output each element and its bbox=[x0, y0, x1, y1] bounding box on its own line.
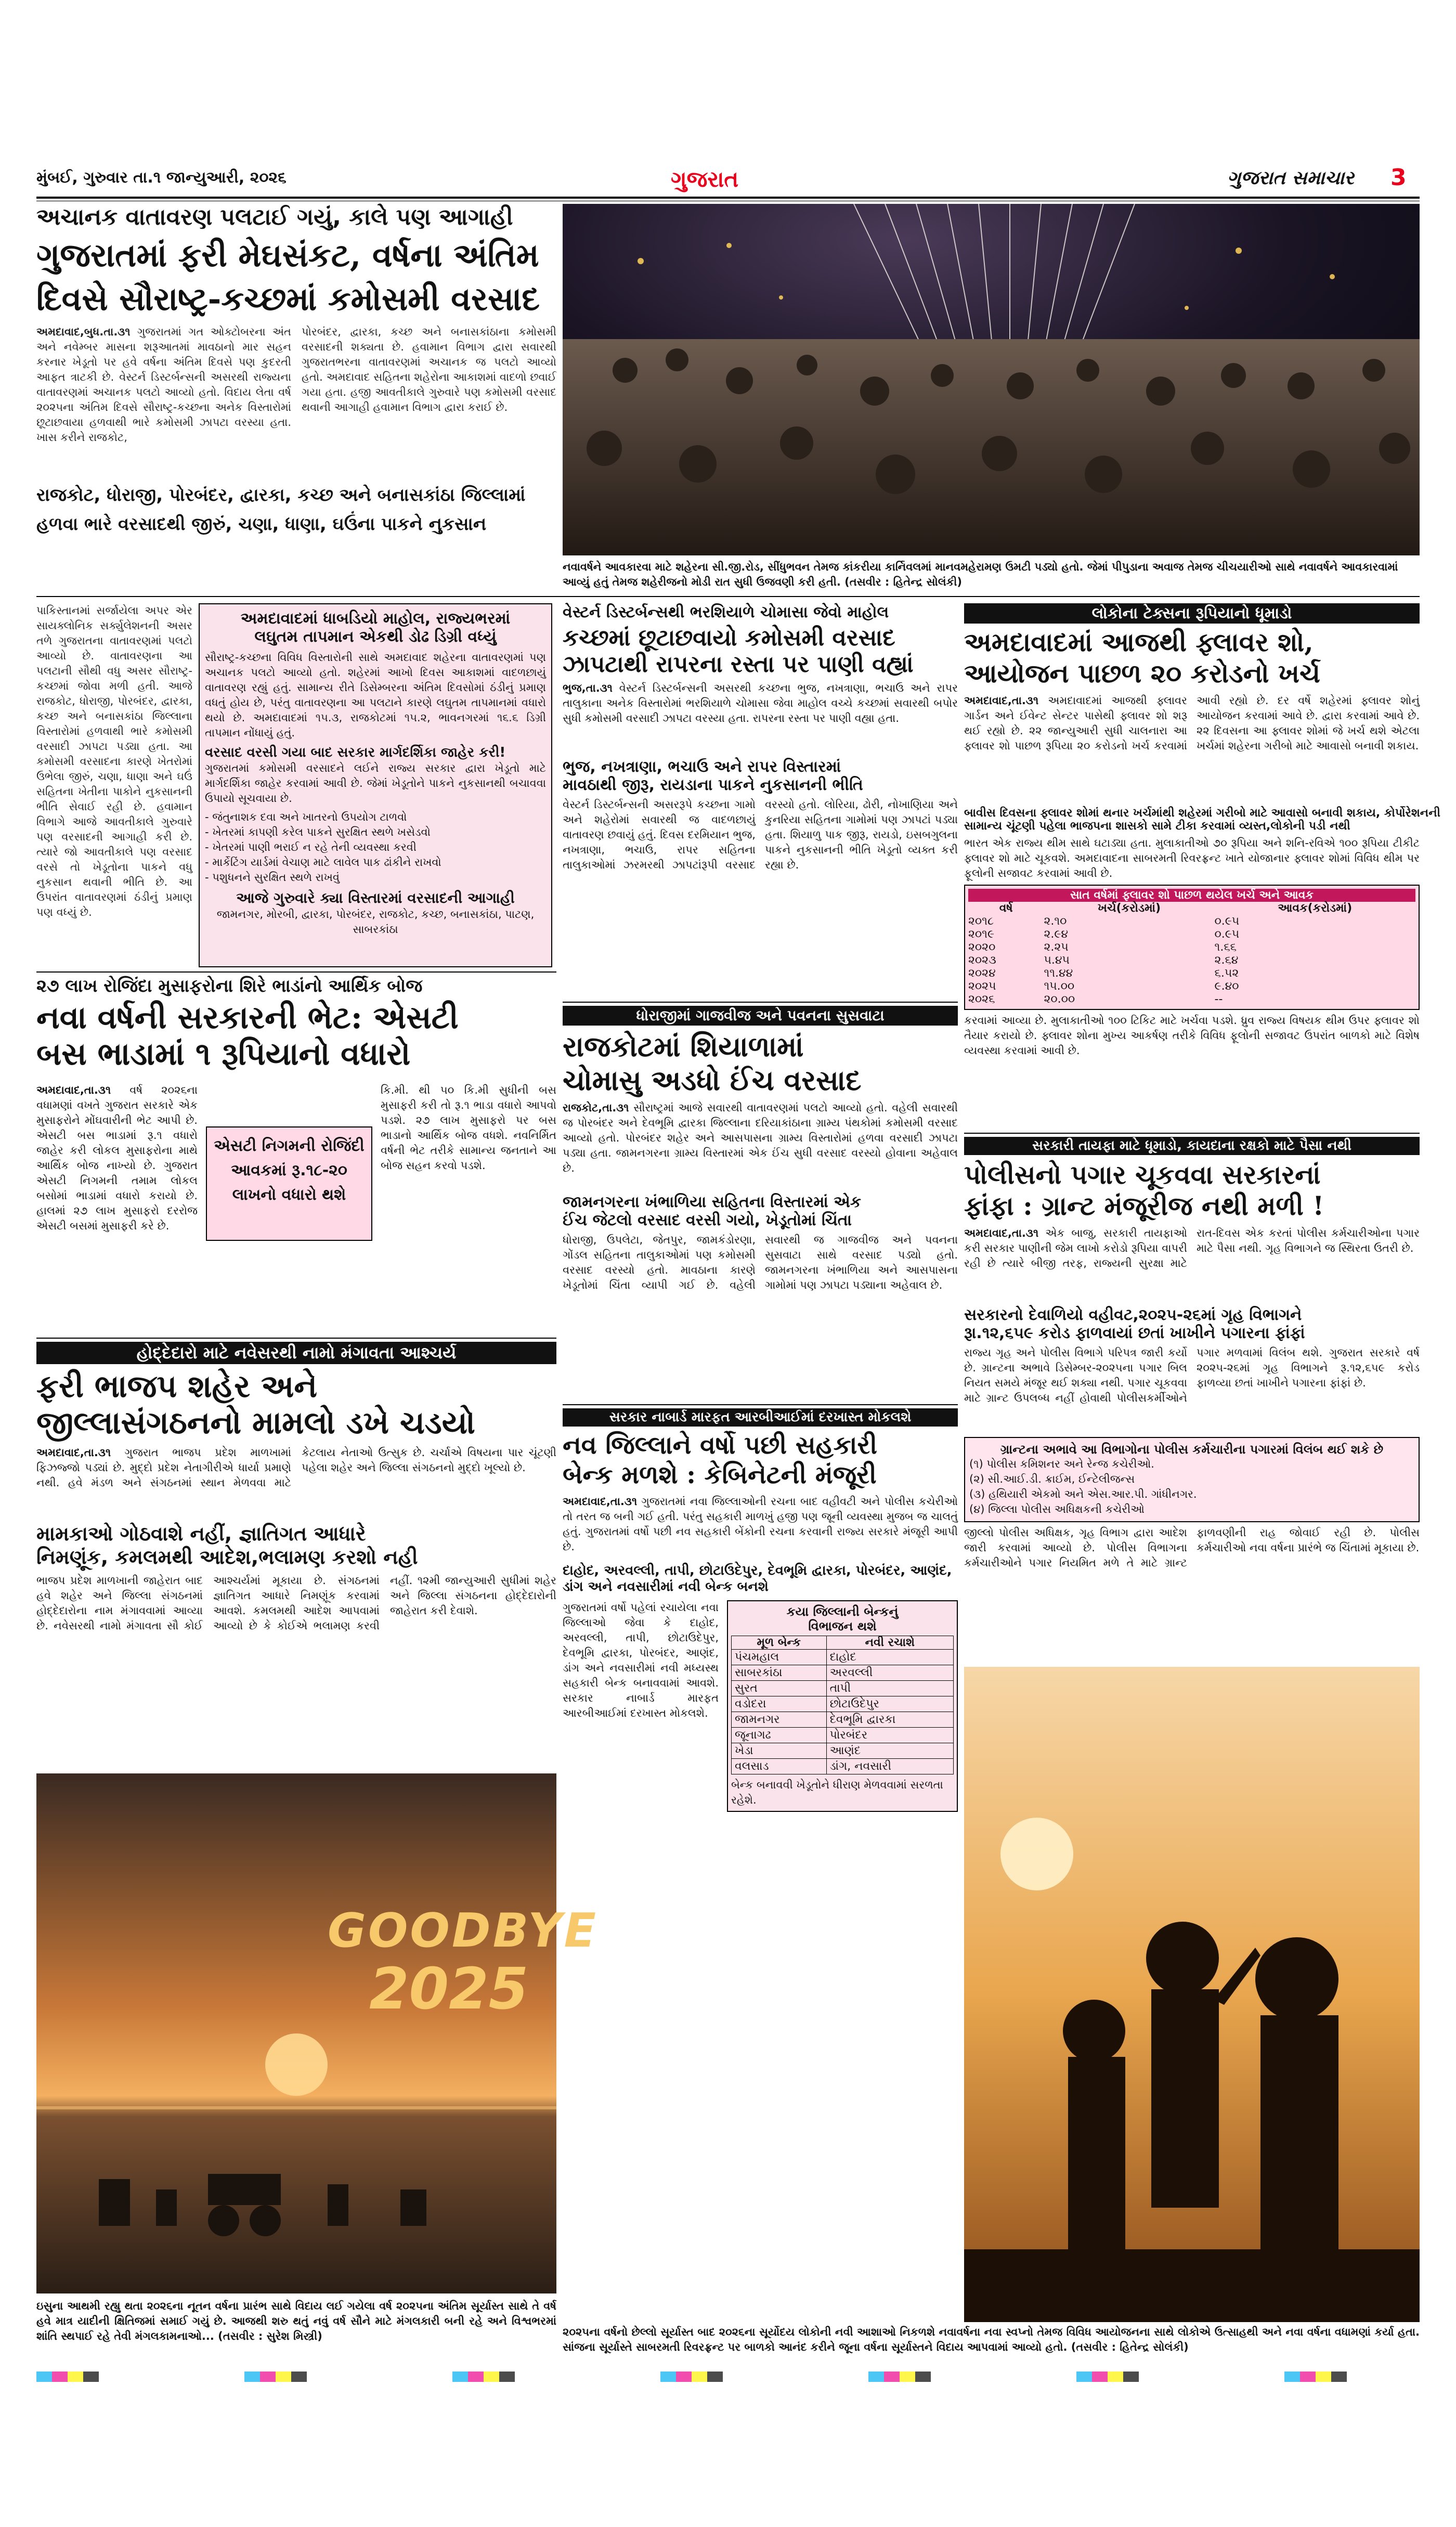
goodbye-overlay-line-2: 2025 bbox=[369, 1955, 529, 2022]
story-text: ગુજરાતમાં ગત ઓક્ટોબરના અંત અને નવેમ્બર માસના શરૂઆતમાં માવઠાનો માર સહન કરનાર ખેડૂતો પર હવે વર્ષના અંતિમ દિવસે પણ કુદરતી આફત ત્રાટકી છે. વેસ્ટર્ન ડિસ્ટર્બન્સની અસરથી રાજ્યના વાતાવરણમાં અચાનક પલટો આવ્યો હતો. વિદાય લેતા વર્ષ ૨૦૨૫ના અંતિમ દિવસે સૌરાષ્ટ્ર-કચ્છના અનેક વિસ્તારોમાં છૂટાછવાયા હળવાથી ભારે કમોસમી ઝાપટા વરસ્યા હતા. ખાસ કરીને રાજકોટ, bbox=[36, 326, 291, 444]
kicker: સરકાર નાબાર્ડ મારફત આરબીઆઈમાં દરખાસ્ત મોકલશે bbox=[563, 1408, 958, 1427]
story-text: વેસ્ટર્ન ડિસ્ટર્બન્સની અસરથી કચ્છના ભુજ, નખત્રાણા, ભચાઉ અને રાપર તાલુકાના અનેક વિસ્તારોમાં ભરશિયાળે ચોમાસા જેવા માહોલ વચ્ચે કચ્છમાં સવારથી બપોર સુધી કમોસમી વરસાદી ઝાપટા વરસ્યા હતા. રાપરના રસ્તા પર પાણી વહ્યા હતા. bbox=[563, 682, 958, 724]
guideline-item: - માર્કેટિંગ યાર્ડમાં વેચાણ માટે લાવેલ પાક ઢાંકીને રાખવો bbox=[205, 856, 441, 869]
story-body bbox=[36, 1083, 198, 1332]
st-revenue-box bbox=[206, 1126, 372, 1241]
story-text: સૌરાષ્ટ્રમાં આજે સવારથી વાતાવરણમાં પલટો આવ્યો હતો. વહેલી સવારથી જ પોરબંદર અને દેવભૂમિ દ્વારકા જિલ્લાના દરિયાકાંઠાના ગ્રામ્ય પંથકોમાં કમોસમી વરસાદ આવ્યો હતો. પોરબંદર શહેર અને આસપાસના ગ્રામ્ય વિસ્તારોમાં હળવા વરસાદી ઝાપટા પડ્યા હતા. જામનગરના ગ્રામ્ય વિસ્તારમાં એક ઈંચ સુધી વરસાદ વરસ્યો હોવાના અહેવાલ છે. bbox=[563, 1101, 958, 1174]
cell: તાપી bbox=[826, 1681, 953, 1696]
guideline-item: - પશુધનને સુરક્ષિત સ્થળે રાખવું bbox=[205, 871, 340, 884]
table-title: સાત વર્ષમાં ફ્લાવર શો પાછળ થયેલ ખર્ચ અને આવક bbox=[968, 889, 1415, 902]
cell: દાહોદ bbox=[826, 1650, 953, 1665]
cell: ૧૧.૪૪ bbox=[1044, 967, 1073, 980]
cell: પોરબંદર bbox=[826, 1728, 953, 1743]
cell: ૨૦૨૪ bbox=[968, 967, 996, 980]
story-dateline: અમદાવાદ,તા.૩૧ bbox=[36, 1446, 111, 1459]
cell: જામનગર bbox=[732, 1712, 827, 1728]
headline-2: બેન્ક મળશે : કેબિનેટની મંજૂરી bbox=[563, 1460, 877, 1489]
story-dateline: અમદાવાદ,તા.૩૧ bbox=[964, 1227, 1039, 1239]
col-new-bank: નવી રચાશે bbox=[826, 1636, 953, 1650]
cell: અરવલ્લી bbox=[826, 1665, 953, 1681]
sunset-beach-image bbox=[36, 1773, 556, 2293]
print-registration-marks bbox=[36, 2372, 1420, 2382]
subhead-2: ઈંચ જેટલો વરસાદ વરસી ગયો, ખેડૂતોમાં ચિંતા bbox=[563, 1211, 852, 1229]
table-title-2: વિભાજન થશે bbox=[808, 1619, 877, 1634]
bank-bottom bbox=[563, 1600, 958, 1912]
story-dateline: રાજકોટ,તા.૩૧ bbox=[563, 1101, 629, 1114]
paper-name: ગુજરાત સમાચાર bbox=[1227, 167, 1354, 189]
story-body-2: ગુજરાતમાં વર્ષો પહેલાં રચાયેલા નવા જિલ્લાઓ જેવા કે દાહોદ, અરવલ્લી, તાપી, છોટાઉદેપુર, દેવભૂમિ દ્વારકા, પોરબંદર, આણંદ, ડાંગ અને નવસારીમાં નવી મધ્યસ્થ સહકારી બેન્ક બનાવવામાં આવશે. સરકાર નાબાર્ડ મારફત આરબીઆઈમાં દરખાસ્ત મોકલશે. bbox=[563, 1601, 719, 1719]
story-flower-show bbox=[964, 603, 1440, 1129]
headline-2: જીલ્લાસંગઠનનો મામલો ડખે ચડયો bbox=[36, 1405, 475, 1441]
box-title: ગ્રાન્ટના અભાવે આ વિભાગોના પોલીસ કર્મચારીના પગારમાં વિલંબ થઈ શકે છે bbox=[1000, 1442, 1384, 1457]
rule-st-bus bbox=[36, 971, 556, 973]
masthead bbox=[36, 166, 1420, 196]
cell: પંચમહાલ bbox=[732, 1650, 827, 1665]
subhead-2: માવઠાથી જીરૂ, રાયડાના પાકને નુકસાનની ભીતિ bbox=[563, 776, 863, 794]
story-dateline: અમદાવાદ,તા.૩૧ bbox=[36, 1084, 111, 1096]
subhead-1: સરકારનો દેવાળિયો વહીવટ,૨૦૨૫-૨૬માં ગૃહ વિભાગને bbox=[964, 1306, 1302, 1324]
cell: ૨૦.૦૦ bbox=[1044, 993, 1075, 1006]
districts-line: દાહોદ, અરવલ્લી, તાપી, છોટાઉદેપુર, દેવભૂમિ દ્વારકા, પોરબંદર, આણંદ, ડાંગ અને નવસારીમાં નવી બેન્ક બનશે bbox=[563, 1563, 952, 1595]
kicker: ધોરાજીમાં ગાજવીજ અને પવનના સુસવાટા bbox=[563, 1006, 958, 1026]
heat-box-title-2: લઘુતમ તાપમાન એકથી ડોઢ ડિગ્રી વધ્યું bbox=[254, 628, 497, 646]
cell: ૦.૯૫ bbox=[1214, 928, 1240, 941]
story-body-left bbox=[36, 325, 291, 481]
story-st-bus bbox=[36, 976, 556, 1334]
guideline-item: - જંતુનાશક દવા અને ખાતરનો ઉપયોગ ટાળવો bbox=[205, 811, 407, 823]
table-row bbox=[968, 967, 1415, 980]
story-body bbox=[563, 1494, 958, 1560]
headline-1: નવ જિલ્લાને વર્ષો પછી સહકારી bbox=[563, 1431, 877, 1460]
table-row bbox=[968, 928, 1415, 941]
table-row bbox=[732, 1650, 954, 1665]
table-row bbox=[732, 1696, 954, 1712]
story-body bbox=[563, 1100, 958, 1190]
heat-box-title-1: અમદાવાદમાં ધાબડિયો માહોલ, રાજ્યભરમાં bbox=[240, 610, 511, 628]
story-text: ગુજરાત ભાજપ પ્રદેશ માળખામાં ફિઝજ્જો પડ્યાં છે. મુદ્દો પ્રદેશ નેતાગીરીએ ધાર્યા પ્રમાણે નથી. હવે મંડળ અને સંગઠનમાં સ્થાન મેળવવા માટે કેટલાય નેતાઓ ઉત્સુક છે. ચર્ચાએ વિષયના પાર ચૂંટણી પહેલા શહેર અને જિલ્લા સંગઠનનો મુદ્દો ખૂલ્યો છે. bbox=[36, 1446, 556, 1489]
page-number: 3 bbox=[1390, 164, 1407, 191]
sunset-photo-caption: ઇસુના આથમી રહ્યુ થતા ૨૦૨૬ના નૂતન વર્ષના પ્રારંભ સાથે વિદાય લઈ ગયેલા વર્ષ ૨૦૨૫ના અંતિમ સૂર્યાસ્ત સાથે તે વર્ષ હવે માત્ર યાદીની ક્ષિતિજમાં સમાઈ ગયું છે. આજથી શરુ થતું નવું વર્ષ સૌને માટે મંગલકારી બની રહે અને વિશ્વભરમાં શાંતિ સ્થપાઈ રહે તેવી મંગલકામનાઓ... (તસવીર : સુરેશ મિસ્ત્રી) bbox=[36, 2300, 556, 2342]
cell: ૨૦૨૫ bbox=[968, 980, 996, 993]
story-body-2: ભારત એક રાજ્ય થીમ સાથે ઘટાડ્યા હતા. મુલાકાતીઓ ૭૦ રૂપિયા અને શનિ-રવિએ ૧૦૦ રૂપિયા ટીકીટ ફ્લાવર શો માટે ચૂકવશે. અમદાવાદના સાબરમતી રિવરફ્રન્ટ ખાતે યોજાનાર ફ્લાવર શોમાં વિવિધ થીમ પર ફૂલોની સજાવટ કરવામાં આવી છે. bbox=[964, 837, 1420, 879]
sunset-photo bbox=[36, 1773, 598, 2293]
kicker: લોકોના ટેક્સના રૂપિયાનો ધૂમાડો bbox=[964, 603, 1420, 624]
box-item: (૪) જિલ્લા પોલીસ અધિક્ષકની કચેરીઓ bbox=[969, 1503, 1145, 1515]
story-body-3: કરવામાં આવ્યા છે. મુલાકાતીઓ ૧૦૦ ટિકિટ માટે ખર્ચવા પડશે. ધ્રુવ રાજ્ય વિષયક થીમ ઉપર ફ્લાવર શો તૈયાર કરાયો છે. ફ્લાવર શોના મુખ્ય આકર્ષણ તરીકે વિવિધ ફૂલોની સજાવટ ઉપરાંત બાળકો માટે વિશેષ વ્યવસ્થા કરવામાં આવી છે. bbox=[964, 1014, 1420, 1057]
col-income: આવક(કરોડમાં) bbox=[1278, 902, 1353, 915]
table-header-row bbox=[968, 902, 1415, 915]
col-expense: ખર્ચ(કરોડમાં) bbox=[1097, 902, 1161, 915]
cell: ૦.૯૫ bbox=[1214, 915, 1240, 928]
table-row bbox=[968, 941, 1415, 954]
cell: ૨૦૨૦ bbox=[968, 941, 996, 954]
box-line-1: આવકમાં રૂ.૧૮-૨૦ bbox=[231, 1161, 347, 1180]
table-row bbox=[732, 1712, 954, 1728]
weather-left-column: પાકિસ્તાનમાં સર્જાયેલા અપર એર સાયક્લોનિક સર્ક્યુલેશનની અસર તળે ગુજરાતના વાતાવરણમાં પલટો આવ્યો છે. વાતાવરણના આ પલટાની સૌથી વધુ અસર સૌરાષ્ટ્ર-કચ્છમાં જોવા મળી હતી. આજે રાજકોટ, ધોરાજી, પોરબંદર, દ્વારકા, કચ્છ અને બનાસકાંઠા જિલ્લાના વિસ્તારોમાં હળવાથી ભારે કમોસમી વરસાદી ઝાપટા પડ્યા હતા. આ કમોસમી વરસાદના કારણે ખેતરોમાં ઉભેલા જીરું, ચણા, ધાણા અને ઘઉં સહિતના ખેતીના પાકોને નુકસાનની ભીતિ સેવાઈ રહી છે. હવામાન વિભાગે આજે આવતીકાલે ગુરુવારે પણ વરસાદની આગાહી કરી છે. ત્યારે જો આવતીકાલે પણ વરસાદ વરસે તો ખેડૂતોના પાકને વધુ નુકસાન થવાની ભીતિ છે. આ ઉપરાંત વાતાવરણમાં ઠંડીનું પ્રમાણ પણ વધ્યું છે. bbox=[36, 604, 192, 918]
headline-1: નવા વર્ષની સરકારની ભેટ: એસટી bbox=[36, 1000, 459, 1036]
story-dateline: અમદાવાદ,તા.૩૧ bbox=[563, 1495, 638, 1508]
cell: ૨૦૨૩ bbox=[968, 954, 996, 967]
table-header-row bbox=[732, 1636, 954, 1650]
banner-1: બાવીસ દિવસના ફ્લાવર શોમાં થનાર ખર્ચમાંથી શહેરમાં ગરીબો માટે આવાસો બનાવી શકાય, કોર્પોરેશનની bbox=[964, 807, 1440, 820]
headline-1: અમદાવાદમાં આજથી ફ્લાવર શો, bbox=[964, 627, 1314, 657]
section-title: ગુજરાત bbox=[671, 166, 739, 192]
cell: ૬.૫૨ bbox=[1214, 967, 1239, 980]
box-item: (૧) પોલીસ કમિશનર અને રેન્જ કચેરીઓ. bbox=[969, 1458, 1154, 1470]
cell: ૨.૨૫ bbox=[1044, 941, 1069, 954]
story-body-2: કિ.મી. થી ૫૦ કિ.મી સુધીની બસ મુસાફરી કરી તો રૂ.૧ ભાડા વધારો આપવો પડશે. ૨૭ લાખ મુસાફરો પર બસ ભાડાનો આર્થિક બોજ વધશે. નવનિર્મિત વર્ષની ભેટ તરીકે સામાન્ય જનતાને આ બોજ સહન કરવો પડશે. bbox=[381, 1084, 556, 1172]
cell: આણંદ bbox=[826, 1743, 953, 1759]
box-item: (૨) સી.આઈ.ડી. ક્રાઈમ, ઈન્ટેલીજન્સ bbox=[969, 1473, 1135, 1485]
box-line-2: લાખનો વધારો થશે bbox=[232, 1186, 346, 1204]
cell: ૧૫.૦૦ bbox=[1044, 980, 1075, 993]
box-title: એસટી નિગમની રોજિંદી bbox=[214, 1137, 365, 1155]
story-text: અમદાવાદમાં આજથી ફ્લાવર ગાર્ડન અને ઈવેન્ટ સેન્ટર પાસેથી ફ્લાવર શો શરૂ થઈ રહ્યો છે. ૨૨ જાન્યુઆરી સુધી ચાલનારા આ ફ્લાવર શો પાછળ રૂપિયા ૨૦ કરોડનો ખર્ચ કરવામાં આવી રહ્યો છે. દર વર્ષે શહેરમાં ફ્લાવર શોનું આયોજન કરવામાં આવે છે. દ્વારા કરવામાં આવે છે. ૨૨ દિવસના આ ફ્લાવર શોમાં જે ખર્ચ થશે એટલા ખર્ચમાં શહેરના ગરીબો માટે આવાસો બનાવી શકાય. bbox=[964, 694, 1420, 752]
story-dateline: અમદાવાદ,તા.૩૧ bbox=[964, 694, 1039, 707]
headline-2: ફાંફા : ગ્રાન્ટ મંજૂરીજ નથી મળી ! bbox=[964, 1190, 1324, 1221]
kicker: ૨૭ લાખ રોજિંદા મુસાફરોના શિરે ભાડાંનો આર્થિક બોજ bbox=[36, 976, 423, 996]
cell: ૨૦૨૬ bbox=[968, 993, 995, 1006]
story-dateline: અમદાવાદ,બુધ.તા.૩૧ bbox=[36, 326, 131, 338]
story-body-3: જીલ્લો પોલીસ અધિક્ષક, ગૃહ વિભાગ દ્વારા આદેશ જારી કરવામાં આવ્યો છે. પોલીસ વિભાગના કર્મચારીઓને પગાર નિયમિત મળે તે માટે ગ્રાન્ટ ફાળવણીની રાહ જોવાઈ રહી છે. પોલીસ કર્મચારીઓ નવા વર્ષના પ્રારંભે જ ચિંતામાં મૂકાયા છે. bbox=[964, 1526, 1420, 1569]
headline-2: આયોજન પાછળ ૨૦ કરોડનો ખર્ચ bbox=[964, 658, 1320, 689]
story-body bbox=[964, 1226, 1420, 1303]
table-row bbox=[732, 1728, 954, 1743]
headline-2: દિવસે સૌરાષ્ટ્ર-કચ્છમાં કમોસમી વરસાદ bbox=[36, 280, 540, 318]
kicker: હોદ્દેદારો માટે નવેસરથી નામો મંગાવતા આશ્ચર્ય bbox=[36, 1342, 556, 1364]
cell: ૨.૯૪ bbox=[1044, 928, 1069, 941]
cell: ૨૦૧૮ bbox=[968, 915, 994, 928]
guideline-list bbox=[205, 810, 546, 885]
cell: -- bbox=[1214, 993, 1223, 1006]
goodbye-overlay-line-1: GOODBYE bbox=[328, 1903, 598, 1958]
hero-photo-caption: નવાવર્ષને આવકારવા માટે શહેરના સી.જી.રોડ, સીંધુભવન તેમજ કાંકરીયા કાર્નિવલમાં માનવમહેરામણ ઉમટી પડ્યો હતો. જેમાં પીપુડાના અવાજ તેમજ ચીચયારીઓ સાથે નવાવર્ષને આવકારવામાં આવ્યું હતું તેમજ શહેરીજનો મોડી રાત સુધી ઉજવણી કરી હતી. (તસવીર : હિતેન્દ્ર સોલંકી) bbox=[563, 561, 1398, 588]
headline-1: ફરી ભાજપ શહેર અને bbox=[36, 1368, 318, 1405]
kids-photo-caption: ૨૦૨૫ના વર્ષનો છેલ્લો સૂર્યાસ્ત બાદ ૨૦૨૬ના સૂર્યોદય લોકોની નવી આશાઓ નિકળશે નવાવર્ષના નવા સ્વપ્નો તેમજ વિવિધ આયોજનના સાથે લોકોએ ઉત્સાહથી અને નવા વર્ષના વધામણાં કર્યા હતા. સાંજના સૂર્યાસ્તે સાબરમતી રિવરફ્રન્ટ પર બાળકો આનંદ કરીને જૂના વર્ષના સૂર્યાસ્તને વિદાય આપવામાં આવ્યો હતો. (તસવીર : હિતેન્દ્ર સોલંકી) bbox=[563, 2326, 1420, 2353]
rule-rajkot bbox=[563, 1002, 958, 1003]
headline-2: બસ ભાડામાં ૧ રૂપિયાનો વધારો bbox=[36, 1036, 411, 1072]
story-bjp bbox=[36, 1342, 556, 1768]
story-body-3: બેન્ક બનાવવી ખેડૂતોને ધીરાણ મેળવવામાં સરળતા રહેશે. bbox=[731, 1779, 943, 1806]
story-bank bbox=[563, 1408, 958, 2136]
table-row bbox=[732, 1759, 954, 1774]
story-police bbox=[964, 1137, 1420, 1662]
story-rajkot bbox=[563, 1006, 958, 1401]
story-kutch bbox=[563, 603, 958, 999]
kicker: અચાનક વાતાવરણ પલટાઈ ગયું, કાલે પણ આગાહી bbox=[36, 204, 513, 230]
table-row bbox=[968, 980, 1415, 993]
table-title-1: કયા જિલ્લાની બેન્કનું bbox=[786, 1604, 899, 1619]
headline-1: ગુજરાતમાં ફરી મેઘસંકટ, વર્ષના અંતિમ bbox=[36, 236, 539, 274]
rule-police bbox=[964, 1133, 1420, 1134]
cell: ૯.૪૦ bbox=[1214, 980, 1239, 993]
rule-below-top bbox=[36, 596, 1420, 597]
heat-box-body: સૌરાષ્ટ્ર-કચ્છના વિવિધ વિસ્તારોની સાથે અમદાવાદ શહેરના વાતાવરણમાં પણ અચાનક પલટો આવ્યો હતો. શહેરમાં આખો દિવસ આકાશમાં વાદળછાયું વાતાવરણ રહ્યું હતું. સામાન્ય રીતે ડિસેમ્બરના અંતિમ દિવસોમાં ઠંડીનું પ્રમાણ વધતું હોય છે, પરંતુ વાતાવરણના આ પલટાને કારણે લઘુતમ તાપમાનમાં વધારો થયો છે. અમદાવાદમાં ૧૫.૩, રાજકોટમાં ૧૫.૨, ભાવનગરમાં ૧૬.૬ ડિગ્રી તાપમાન નોંધાયું હતું. bbox=[205, 651, 546, 739]
police-grant-box bbox=[964, 1437, 1420, 1522]
cell: વલસાડ bbox=[732, 1759, 827, 1774]
cell: દેવભૂમિ દ્વારકા bbox=[826, 1712, 953, 1728]
heat-box bbox=[199, 603, 552, 967]
col-year: વર્ષ bbox=[999, 902, 1013, 915]
guideline-item: - ખેતરમાં કાપણી કરેલ પાકને સુરક્ષિત સ્થળે ખસેડવો bbox=[205, 826, 431, 838]
story-body-2: ભાજપ પ્રદેશ માળખાની જાહેરાત બાદ હવે શહેર અને જિલ્લા સંગઠનમાં હોદ્દેદારોના નામ મંગાવવામાં આવ્યા છે. નવેસરથી નામો મંગાવતા સૌ કોઈ આશ્ચર્યમાં મૂકાયા છે. સંગઠનમાં જ્ઞાતિગત આધારે નિમણૂંક કરવામાં આવશે. કમલમથી આદેશ આપવામાં આવ્યો છે કે કોઈએ ભલામણ કરવી નહીં. ૧૨મી જાન્યુઆરી સુધીમાં શહેર અને જિલ્લા સંગઠનના હોદ્દેદારોની જાહેરાત કરી દેવાશે. bbox=[36, 1574, 556, 1632]
story-text: વર્ષ ૨૦૨૬ના વધામણાં વખતે ગુજરાત સરકારે એક મુસાફરોને મોંઘવારીની ભેટ આપી છે. એસટી બસ ભાડામાં રૂ.૧ વધારો જાહેર કરી લોકલ મુસાફરોના માથે આર્થિક બોજ નાખ્યો છે. ગુજરાત એસટી નિગમની તમામ લોકલ બસોમાં ભાડામાં વધારો કરાયો છે. હાલમાં ૨૭ લાખ મુસાફરો દરરોજ એસટી બસમાં મુસાફરી કરે છે. bbox=[36, 1084, 198, 1232]
cell: સુરત bbox=[732, 1681, 827, 1696]
kicker: વેસ્ટર્ન ડિસ્ટર્બન્સથી ભરશિયાળે ચોમાસા જેવો માહોલ bbox=[563, 603, 889, 621]
cell: વડોદરા bbox=[732, 1696, 827, 1712]
cell: ૫.૪૫ bbox=[1044, 954, 1070, 967]
cell: ખેડા bbox=[732, 1743, 827, 1759]
heat-box-alert-body: ગુજરાતમાં કમોસમી વરસાદને લઈને રાજ્ય સરકાર દ્વારા ખેડૂતો માટે માર્ગદર્શિકા જાહેર કરવામાં આવી છે. જેમાં ખેડૂતોને પાકને નુકસાનથી બચાવવા ઉપાયો સૂચવાયા છે. bbox=[205, 762, 546, 805]
subhead-2: નિમણૂંક, કમલમથી આદેશ,ભલામણ કરશો નહી bbox=[36, 1546, 418, 1569]
col-original-bank: મૂળ બેન્ક bbox=[732, 1636, 827, 1650]
story-text: ગુજરાતમાં નવા જિલ્લાઓની રચના બાદ વહીવટી અને પોલીસ કચેરીઓ તો તરત જ બની ગઈ હતી. પરંતુ સહકારી માળખું હજી પણ જૂની વ્યવસ્થા મુજબ જ ચાલતું હતું. ગુજરાતમાં વર્ષો પછી નવ સહકારી બેંકોની રચના કરવાની રાજ્ય સરકારે મંજૂરી આપી છે. bbox=[563, 1495, 958, 1553]
banner-2: સામાન્ય ચૂંટણી પહેલા ભાજપના શાસકો સામે ટીકા કરવામાં વ્યસ્ત,લોકોની પડી નથી bbox=[964, 820, 1350, 833]
table-row bbox=[732, 1681, 954, 1696]
cell: ૨.૬૪ bbox=[1214, 954, 1239, 967]
story-body-2: વેસ્ટર્ન ડિસ્ટર્બન્સની અસરરૂપે કચ્છના ગામો અને શહેરોમાં સવારથી જ વાદળછાયું વાતાવરણ છવાયું હતું. દિવસ દરમિયાન ભુજ, નખત્રાણા, ભચાઉ, રાપર સહિતના તાલુકાઓમાં ઝરમરથી ઝાપટાંરૂપી વરસાદ વરસ્યો હતો. લોરિયા, ઢોરી, નોખાણિયા અને કુનરિયા સહિતના ગામોમાં પણ ઝાપટાં પડ્યા હતા. શિયાળુ પાક જીરૂ, રાયડો, ઇસબગુલના પાકને નુકસાનની ભીતિ ખેડૂતો વ્યક્ત કરી રહ્યા છે. bbox=[563, 798, 958, 871]
subhead-1: રાજકોટ, ધોરાજી, પોરબંદર, દ્વારકા, કચ્છ અને બનાસકાંઠા જિલ્લામાં bbox=[36, 485, 526, 506]
table-row bbox=[968, 954, 1415, 967]
forecast-body: જામનગર, મોરબી, દ્વારકા, પોરબંદર, રાજકોટ, કચ્છ, બનાસકાંઠા, પાટણ, સાબરકાંઠા bbox=[216, 908, 535, 936]
table-row bbox=[968, 993, 1415, 1006]
cell: છોટાઉદેપુર bbox=[826, 1696, 953, 1712]
guideline-item: - ખેતરમાં પાણી ભરાઈ ન રહે તેની વ્યવસ્થા કરવી bbox=[205, 841, 417, 853]
story-body-right: પોરબંદર, દ્વારકા, કચ્છ અને બનાસકાંઠાના કમોસમી વરસાદની શક્યતા છે. હવામાન વિભાગ દ્વારા સવારથી ગુજરાતભરના વાતાવરણમાં અચાનક જ પલટો આવ્યો હતો. અમદાવાદ સહિતના શહેરોના આકાશમાં વાદળો છવાઈ ગયા હતા. હજી આવતીકાલે ગુરુવારે પણ કમોસમી વરસાદ થવાની આગાહી હવામાન વિભાગ દ્વારા કરાઈ છે. bbox=[302, 326, 556, 413]
rule-bank bbox=[563, 1404, 958, 1405]
hero-photo-new-year-crowd bbox=[563, 204, 1420, 555]
headline-1: પોલીસનો પગાર ચૂકવવા સરકારનાં bbox=[964, 1159, 1321, 1190]
forecast-title: આજે ગુરુવારે ક્યા વિસ્તારમાં વરસાદની આગાહી bbox=[236, 889, 515, 906]
crowd-night-image bbox=[563, 204, 1420, 555]
story-body-2: રાજ્ય ગૃહ અને પોલીસ વિભાગે પરિપત્ર જારી કર્યો છે. ગ્રાન્ટના અભાવે ડિસેમ્બર-૨૦૨૫ના પગાર બિલ નિયત સમયે મંજૂર થઈ શક્યા નથી. પગાર ચૂકવવા માટે ગ્રાન્ટ ઉપલબ્ધ નહીં હોવાથી પોલીસકર્મીઓને પગાર મળવામાં વિલંબ થશે. ગુજરાત સરકારે વર્ષ ૨૦૨૫-૨૬માં ગૃહ વિભાગને રૂ.૧૨,૬૫૯ કરોડ ફાળવ્યા છતાં ખાખીને પગારના ફાંફાં છે. bbox=[964, 1346, 1420, 1404]
table-row bbox=[732, 1743, 954, 1759]
cell: ૨.૧૦ bbox=[1044, 915, 1067, 928]
subhead-2: રૂા.૧૨,૬૫૯ કરોડ ફાળવાયાં છતાં ખાખીને પગારના ફાંફાં bbox=[964, 1324, 1305, 1342]
table-row bbox=[968, 915, 1415, 928]
story-rain-gujarat bbox=[36, 204, 556, 558]
cell: જૂનાગઢ bbox=[732, 1728, 827, 1743]
dateline: મુંબઈ, ગુરુવાર તા.૧ જાન્યુઆરી, ૨૦૨૬ bbox=[36, 169, 287, 187]
story-body bbox=[563, 681, 958, 754]
rule-bjp bbox=[36, 1338, 556, 1339]
heat-box-alert: વરસાદ વરસી ગયા બાદ સરકાર માર્ગદર્શિકા જાહેર કરી! bbox=[205, 745, 506, 760]
flower-cost-table bbox=[968, 902, 1415, 1006]
table-row bbox=[732, 1665, 954, 1681]
story-body bbox=[964, 693, 1420, 802]
kids-sunset-photo bbox=[964, 1667, 1420, 2322]
masthead-rule bbox=[36, 197, 1420, 199]
flower-cost-table-box bbox=[964, 885, 1420, 1010]
subhead-2: હળવા ભારે વરસાદથી જીરું, ચણા, ધાણા, ઘઉંના પાકને નુકસાન bbox=[36, 514, 487, 535]
headline-2: ઝાપટાથી રાપરના રસ્તા પર પાણી વહ્યાં bbox=[563, 651, 914, 678]
subhead-1: મામકાઓ ગોઠવાશે નહીં, જ્ઞાતિગત આધારે bbox=[36, 1522, 366, 1545]
story-dateline: ભુજ,તા.૩૧ bbox=[563, 682, 613, 694]
bank-division-table bbox=[731, 1636, 954, 1774]
bank-table-box bbox=[727, 1600, 958, 1812]
story-body bbox=[36, 1445, 556, 1518]
story-body-2: ધોરાજી, ઉપલેટા, જેતપુર, જામકંડોરણા, ગોંડલ સહિતના તાલુકાઓમાં પણ કમોસમી વરસાદ વરસ્યો હતો. માવઠાના કારણે ખેડૂતોમાં ચિંતા વ્યાપી ગઈ છે. વહેલી સવારથી જ ગાજવીજ અને પવનના સુસવાટા સાથે વરસાદ પડ્યો હતો. જામનગરના ખંભાળિયા અને આસપાસના ગામોમાં પણ ઝાપટા પડ્યાના અહેવાલ છે. bbox=[563, 1234, 958, 1291]
cell: સાબરકાંઠા bbox=[732, 1665, 827, 1681]
headline-1: રાજકોટમાં શિયાળામાં bbox=[563, 1030, 804, 1063]
subhead-1: ભુજ, નખત્રાણા, ભચાઉ અને રાપર વિસ્તારમાં bbox=[563, 758, 841, 776]
cell: ડાંગ, નવસારી bbox=[826, 1759, 953, 1774]
headline-2: ચોમાસુ અડધો ઈંચ વરસાદ bbox=[563, 1064, 862, 1097]
kicker: સરકારી તાયફા માટે ધૂમાડો, કાયદાના રક્ષકો માટે પૈસા નથી bbox=[964, 1137, 1420, 1155]
box-item: (૩) હથિયારી એકમો અને એસ.આર.પી. ગાંધીનગર. bbox=[969, 1488, 1197, 1500]
subhead-1: જામનગરના ખંભાળિયા સહિતના વિસ્તારમાં એક bbox=[563, 1193, 862, 1211]
story-text: એક બાજુ, સરકારી તાયફાઓ કરી સરકાર પાણીની જેમ લાખો કરોડો રૂપિયા વાપરી રહી છે ત્યારે બીજી તરફ, રાજ્યની સુરક્ષા માટે રાત-દિવસ એક કરતાં પોલીસ કર્મચારીઓના પગાર માટે પૈસા નથી. ગૃહ વિભાગને જ સ્થિરતા ઉતરી છે. bbox=[964, 1227, 1420, 1269]
cell: ૨૦૧૯ bbox=[968, 928, 994, 941]
cell: ૧.૬૬ bbox=[1214, 941, 1237, 954]
kids-silhouette-image bbox=[964, 1667, 1420, 2322]
headline-1: કચ્છમાં છૂટાછવાયો કમોસમી વરસાદ bbox=[563, 625, 895, 651]
